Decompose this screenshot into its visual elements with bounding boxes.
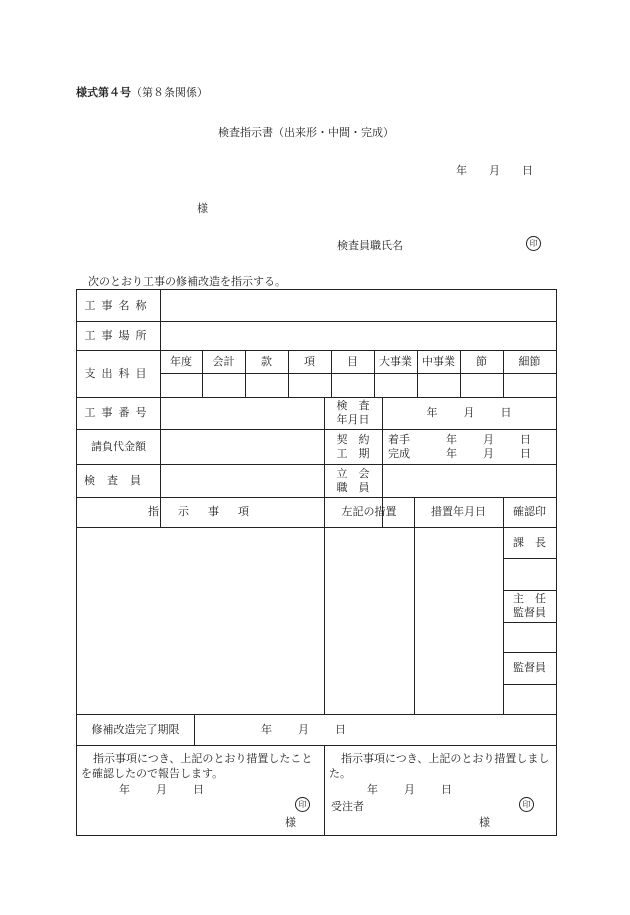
budget-col-kou: 項 — [304, 354, 315, 368]
budget-col-moku: 目 — [347, 354, 358, 368]
report-right-text: 指示事項につき、上記のとおり措置しました。 — [329, 752, 550, 780]
witness-staff-label: 立 会 職 員 — [336, 466, 370, 494]
deadline-label: 修補改造完了期限 — [91, 722, 180, 736]
budget-col-account: 会計 — [212, 354, 235, 368]
supervisor-label: 監督員 — [513, 661, 546, 674]
budget-col-mid-project: 中事業 — [422, 354, 455, 368]
report-right-sama: 様 — [479, 816, 490, 829]
budget-col-setsu: 節 — [476, 354, 487, 368]
budget-col-kan: 款 — [261, 354, 272, 368]
measure-date-header: 措置年月日 — [431, 505, 486, 518]
measures-header: 左記の措置 — [341, 505, 397, 518]
contract-period-values: 着手 年 月 日 完成 年 月 日 — [388, 433, 531, 460]
chief-supervisor-label: 主 任 監督員 — [513, 592, 546, 619]
report-right-date: 年 月 日 — [367, 783, 452, 796]
inspection-form-table — [76, 289, 557, 836]
section-chief-label: 課 長 — [513, 535, 546, 549]
budget-col-sub-setsu: 細節 — [518, 354, 541, 368]
budget-item-label: 支出科目 — [84, 366, 153, 380]
inspection-date-label: 検 査 年月日 — [336, 399, 370, 426]
report-left-seal-icon: 印 — [295, 797, 310, 812]
contract-period-label: 契 約 工 期 — [336, 432, 370, 460]
contractor-label: 受注者 — [331, 800, 364, 813]
issue-date: 年 月 日 — [456, 164, 533, 177]
recipient-suffix: 様 — [197, 202, 208, 215]
deadline-date: 年 月 日 — [261, 722, 346, 736]
inspector-label: 検査員 — [84, 473, 153, 487]
budget-col-year: 年度 — [170, 354, 192, 368]
project-number-label: 工事番号 — [84, 406, 153, 419]
report-right-seal-icon: 印 — [519, 797, 534, 812]
report-left-text: 指示事項につき、上記のとおり措置したことを確認したので報告します。 — [81, 752, 313, 780]
report-left-sama: 様 — [285, 816, 296, 829]
report-left-date: 年 月 日 — [119, 783, 204, 796]
budget-col-major-project: 大事業 — [379, 354, 412, 368]
intro-text: 次のとおり工事の修補改造を指示する。 — [88, 275, 286, 288]
form-number: 様式第４号（第８条関係） — [76, 86, 208, 99]
inspector-seal-icon: 印 — [526, 236, 541, 251]
inspection-date-value: 年 月 日 — [426, 406, 512, 419]
inspector-name-label: 検査員職氏名 — [337, 239, 403, 252]
project-site-label: 工事場所 — [84, 328, 153, 342]
project-name-label: 工事名称 — [84, 298, 153, 312]
instructions-header: 指 示 事 項 — [148, 505, 253, 518]
contract-amount-label: 請負代金額 — [91, 439, 146, 453]
confirm-seal-header: 確認印 — [513, 505, 546, 518]
document-title: 検査指示書（出来形・中間・完成） — [218, 126, 394, 139]
